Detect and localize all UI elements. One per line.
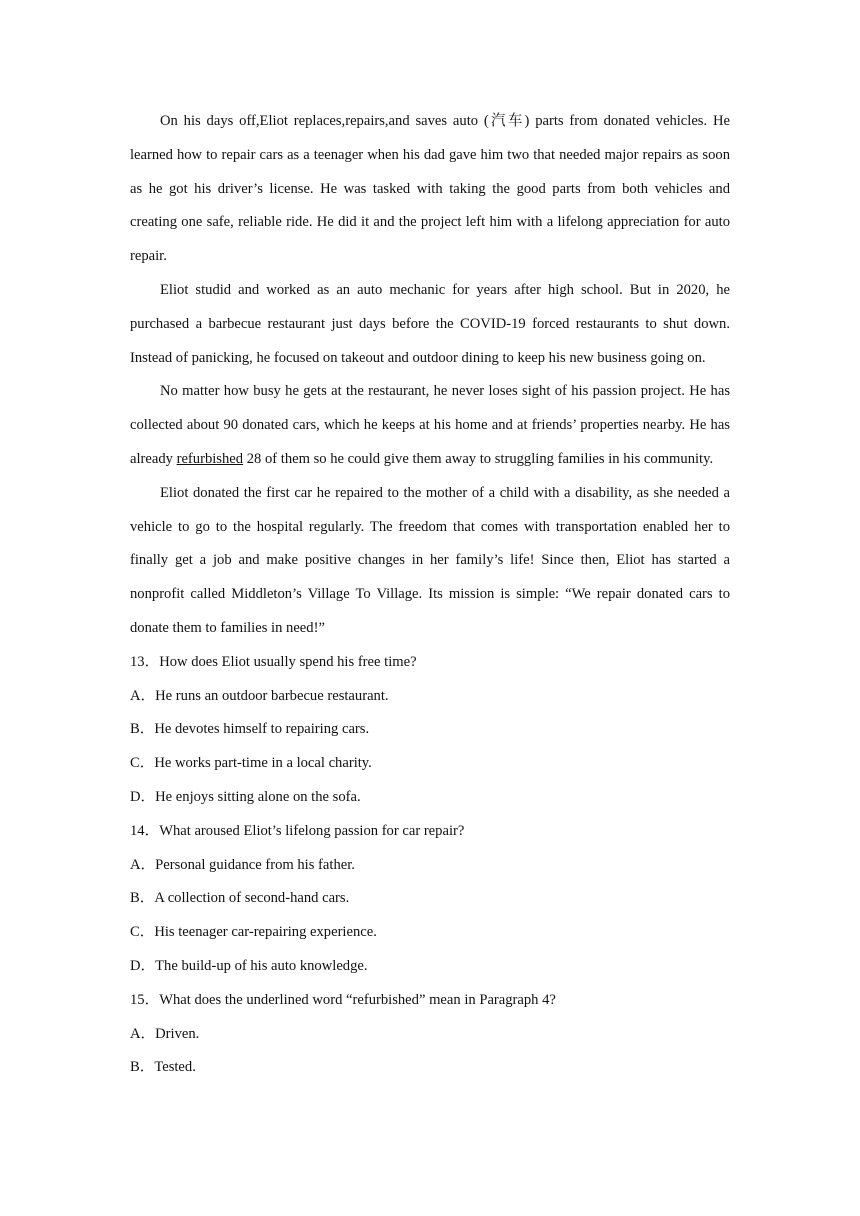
option-a: A．Personal guidance from his father.	[130, 856, 355, 873]
question-stem: 14．What aroused Eliot’s lifelong passion for car repair?	[130, 822, 465, 839]
option-b: B．Tested.	[130, 1059, 196, 1076]
option-b: B．He devotes himself to repairing cars.	[130, 721, 370, 738]
option-a: A．Driven.	[130, 1025, 200, 1042]
question-13	[130, 646, 730, 815]
passage-paragraph-2: Eliot studid and worked as an auto mechanic for years after high school. But in 2020, he purchased a barbecue restaurant just days before the COVID-19 forced restaurants to shut down. Instead of panicking, he focused on takeout and outdoor dining to keep his new business going on.	[130, 281, 730, 366]
passage-paragraph-1: On his days off,Eliot replaces,repairs,and saves auto (汽车) parts from donated vehicles. He learned how to repair cars as a teenager when his dad gave him two that needed major repairs as soon as he got his driver’s license. He was tasked with taking the good parts from both vehicles and creating one safe, reliable ride. He did it and the project left him with a lifelong appreciation for auto repair.	[130, 113, 730, 265]
option-c: C．His teenager car-repairing experience.	[130, 924, 377, 941]
document-content	[130, 105, 730, 1085]
option-c: C．He works part-time in a local charity.	[130, 755, 372, 772]
option-d: D．He enjoys sitting alone on the sofa.	[130, 788, 361, 805]
question-stem: 13．How does Eliot usually spend his free time?	[130, 653, 417, 670]
option-b: B．A collection of second-hand cars.	[130, 890, 350, 907]
question-stem: 15．What does the underlined word “refurbished” mean in Paragraph 4?	[130, 991, 556, 1008]
passage-paragraph-3	[130, 375, 730, 476]
underlined-word: refurbished	[176, 450, 244, 467]
paragraph-3-text-before: No matter how busy he gets at the restaurant, he never loses sight of his passion project. He has collected about 90 donated cars, which he keeps at his home and at friends’ properties nearby. He has already	[130, 383, 730, 467]
question-14	[130, 815, 730, 984]
option-d: D．The build-up of his auto knowledge.	[130, 957, 368, 974]
passage-paragraph-4: Eliot donated the first car he repaired to the mother of a child with a disability, as she needed a vehicle to go to the hospital regularly. The freedom that comes with transportation enabled her to finally get a job and make positive changes in her family’s life! Since then, Eliot has started a nonprofit called Middleton’s Village To Village. Its mission is simple: “We repair donated cars to donate them to families in need!”	[130, 484, 730, 636]
question-15	[130, 984, 730, 1085]
option-a: A．He runs an outdoor barbecue restaurant.	[130, 687, 389, 704]
paragraph-3-text-after: 28 of them so he could give them away to struggling families in his community.	[243, 450, 714, 467]
